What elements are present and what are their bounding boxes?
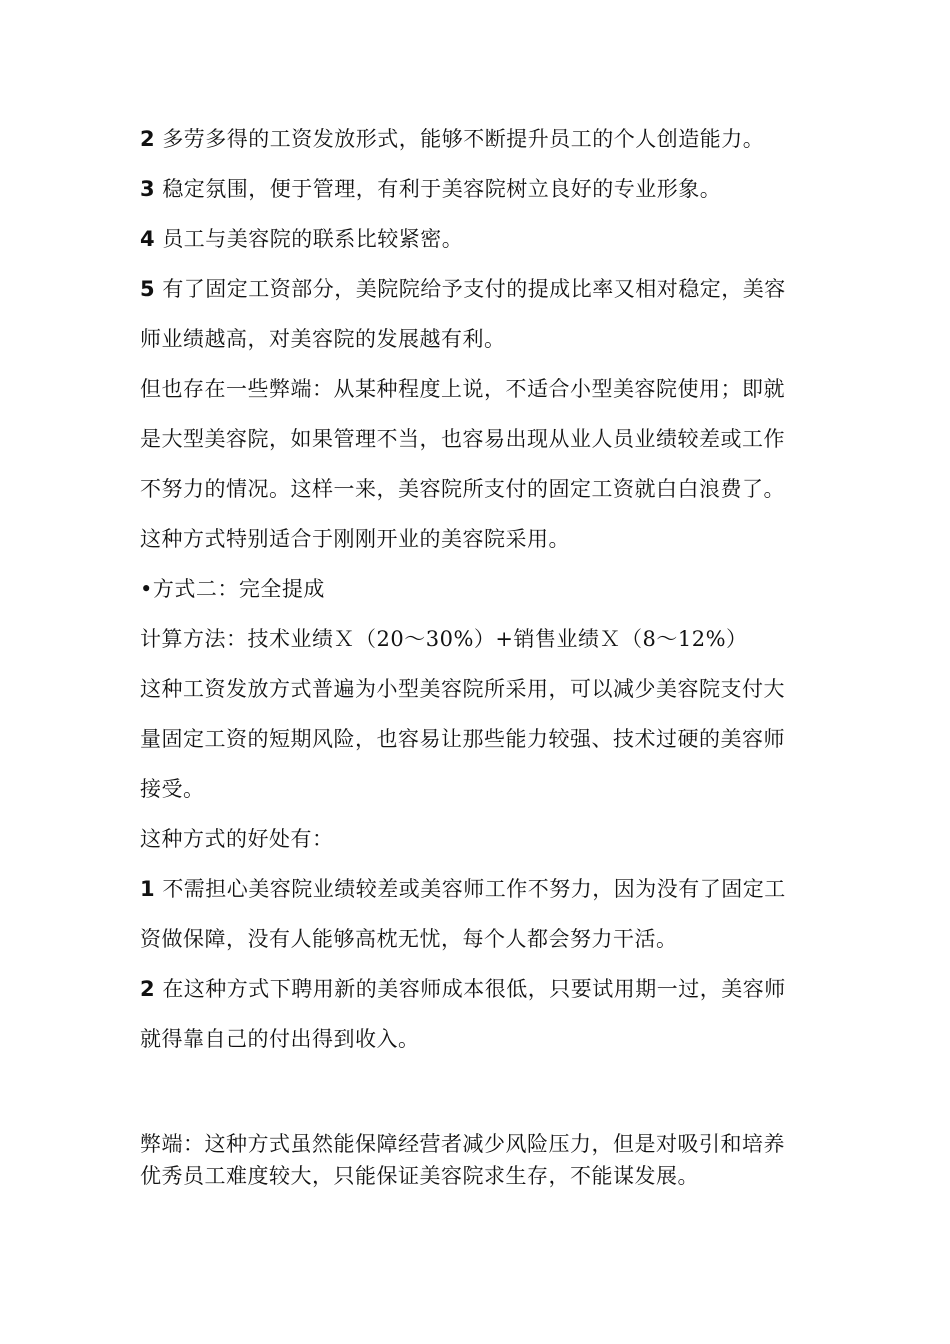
paragraph-line: 在这种方式下聘用新的美容师成本很低，只要试用期一过，美容师 bbox=[162, 977, 786, 1001]
paragraph-line: 不需担心美容院业绩较差或美容师工作不努力，因为没有了固定工 bbox=[162, 877, 786, 901]
paragraph-line: 优秀员工难度较大，只能保证美容院求生存，不能谋发展。 bbox=[140, 1164, 699, 1188]
paragraph-line: 量固定工资的短期风险，也容易让那些能力较强、技术过硬的美容师 bbox=[140, 727, 785, 751]
paragraph-line: 多劳多得的工资发放形式，能够不断提升员工的个人创造能力。 bbox=[162, 127, 765, 151]
paragraph-line: 弊端：这种方式虽然能保障经营者减少风险压力，但是对吸引和培养 bbox=[140, 1132, 785, 1156]
paragraph-line: 师业绩越高，对美容院的发展越有利。 bbox=[140, 327, 506, 351]
paragraph-drawbacks-commission bbox=[140, 1128, 820, 1192]
paragraph-benefits-heading bbox=[140, 814, 820, 864]
paragraph-line: 这种方式的好处有： bbox=[140, 827, 334, 851]
item-number: 2 bbox=[140, 127, 156, 151]
paragraph-line: •方式二：完全提成 bbox=[140, 577, 325, 601]
paragraph-method-description bbox=[140, 664, 820, 814]
paragraph-item-3 bbox=[140, 164, 820, 214]
item-number: 4 bbox=[140, 227, 156, 251]
paragraph-item-5 bbox=[140, 264, 820, 364]
paragraph-line: 但也存在一些弊端：从某种程度上说，不适合小型美容院使用；即就 bbox=[140, 377, 785, 401]
section-heading-method-two bbox=[140, 564, 820, 614]
paragraph-line: 有了固定工资部分，美院院给予支付的提成比率又相对稳定，美容 bbox=[162, 277, 786, 301]
paragraph-line: 这种工资发放方式普遍为小型美容院所采用，可以减少美容院支付大 bbox=[140, 677, 785, 701]
paragraph-line: 资做保障，没有人能够高枕无忧，每个人都会努力干活。 bbox=[140, 927, 678, 951]
paragraph-line: 计算方法：技术业绩Ｘ（20～30%）+销售业绩Ｘ（8～12%） bbox=[140, 627, 748, 651]
paragraph-line: 这种方式特别适合于刚刚开业的美容院采用。 bbox=[140, 527, 570, 551]
item-number: 5 bbox=[140, 277, 156, 301]
item-number: 1 bbox=[140, 877, 156, 901]
paragraph-item-2 bbox=[140, 114, 820, 164]
paragraph-line: 就得靠自己的付出得到收入。 bbox=[140, 1027, 420, 1051]
paragraph-line: 稳定氛围，便于管理，有利于美容院树立良好的专业形象。 bbox=[162, 177, 722, 201]
paragraph-item-4 bbox=[140, 214, 820, 264]
paragraph-line: 接受。 bbox=[140, 777, 205, 801]
item-number: 2 bbox=[140, 977, 156, 1001]
paragraph-line: 是大型美容院，如果管理不当，也容易出现从业人员业绩较差或工作 bbox=[140, 427, 785, 451]
calculation-formula bbox=[140, 614, 820, 664]
item-number: 3 bbox=[140, 177, 156, 201]
paragraph-line: 不努力的情况。这样一来，美容院所支付的固定工资就白白浪费了。 bbox=[140, 477, 785, 501]
paragraph-item-1 bbox=[140, 864, 820, 964]
paragraph-item-2-benefit bbox=[140, 964, 820, 1064]
paragraph-drawbacks-fixed bbox=[140, 364, 820, 564]
paragraph-line: 员工与美容院的联系比较紧密。 bbox=[162, 227, 464, 251]
